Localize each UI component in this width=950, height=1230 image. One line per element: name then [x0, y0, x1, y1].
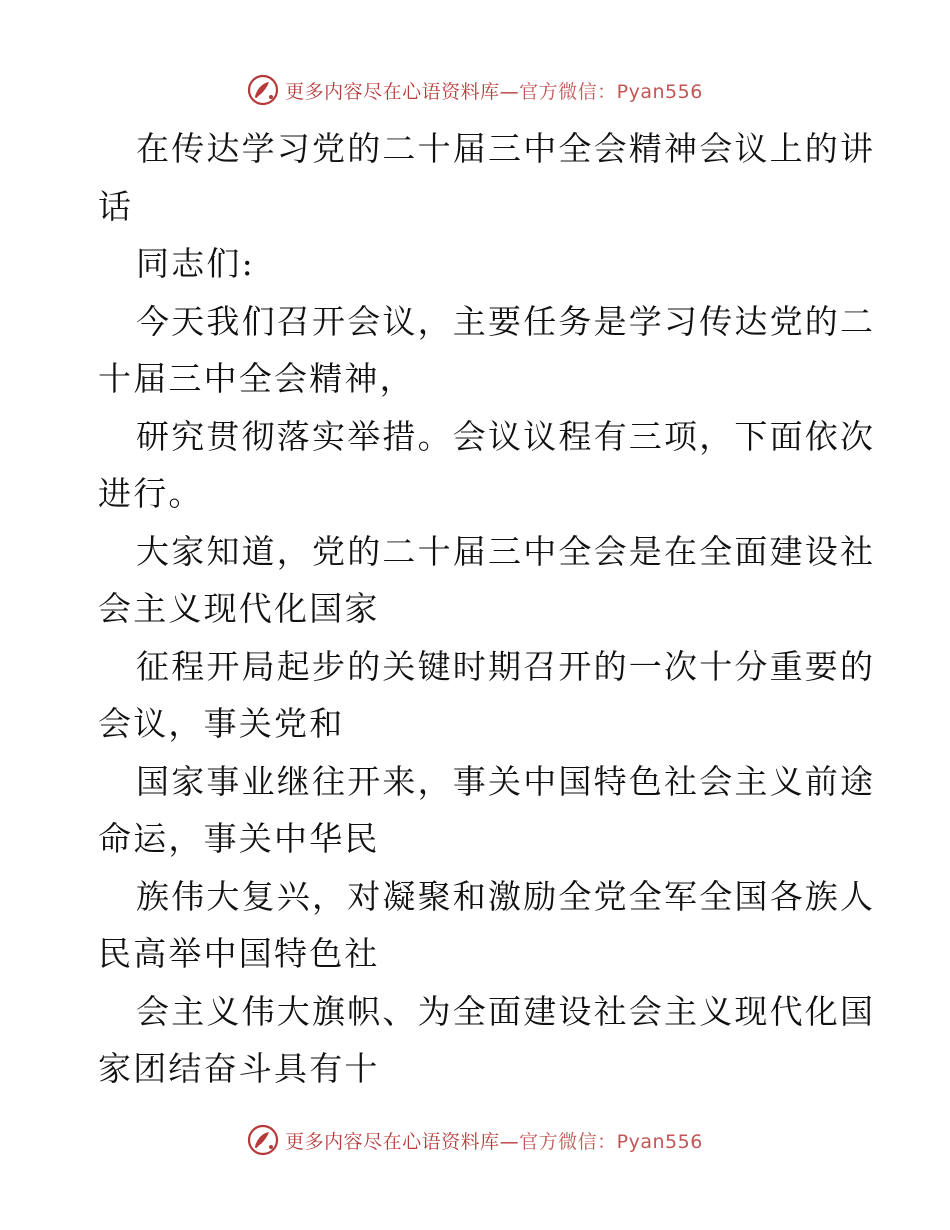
- pen-logo-icon: [247, 74, 279, 106]
- banner-wechat-text: 官方微信：Pyan556: [519, 1130, 703, 1153]
- text-line: 在传达学习党的二十届三中全会精神会议上的讲: [136, 129, 876, 168]
- banner-text: [285, 77, 703, 104]
- document-body: [98, 120, 876, 1098]
- banner-site-text: 更多内容尽在心语资料库—: [285, 80, 520, 103]
- banner-text: [285, 1127, 703, 1154]
- text-line: 会主义现代化国家: [98, 589, 380, 628]
- text-line: 族伟大复兴，对凝聚和激励全党全军全国各族人: [136, 876, 876, 916]
- text-line: 家团结奋斗具有十: [98, 1049, 380, 1088]
- footer-banner: [0, 1122, 950, 1158]
- text-line: 征程开局起步的关键时期召开的一次十分重要的: [136, 646, 876, 686]
- text-line: 同志们:: [136, 244, 255, 283]
- header-banner: [0, 72, 950, 108]
- pen-logo-icon: [247, 1124, 279, 1156]
- text-line: 会主义伟大旗帜、为全面建设社会主义现代化国: [136, 991, 876, 1031]
- text-line: 民高举中国特色社: [98, 934, 380, 973]
- text-line: 会议，事关党和: [98, 704, 345, 743]
- text-line: 研究贯彻落实举措。会议议程有三项，下面依次: [136, 416, 876, 456]
- text-line: 命运，事关中华民: [98, 819, 380, 858]
- banner-site-text: 更多内容尽在心语资料库—: [285, 1130, 520, 1153]
- text-line: 进行。: [98, 474, 204, 513]
- text-line: 十届三中全会精神，: [98, 359, 415, 398]
- text-line: 话: [98, 186, 134, 226]
- banner-wechat-text: 官方微信：Pyan556: [519, 80, 703, 103]
- text-line: 今天我们召开会议，主要任务是学习传达党的二: [136, 301, 876, 341]
- text-line: 大家知道，党的二十届三中全会是在全面建设社: [136, 531, 876, 571]
- text-line: 国家事业继往开来，事关中国特色社会主义前途: [136, 761, 876, 801]
